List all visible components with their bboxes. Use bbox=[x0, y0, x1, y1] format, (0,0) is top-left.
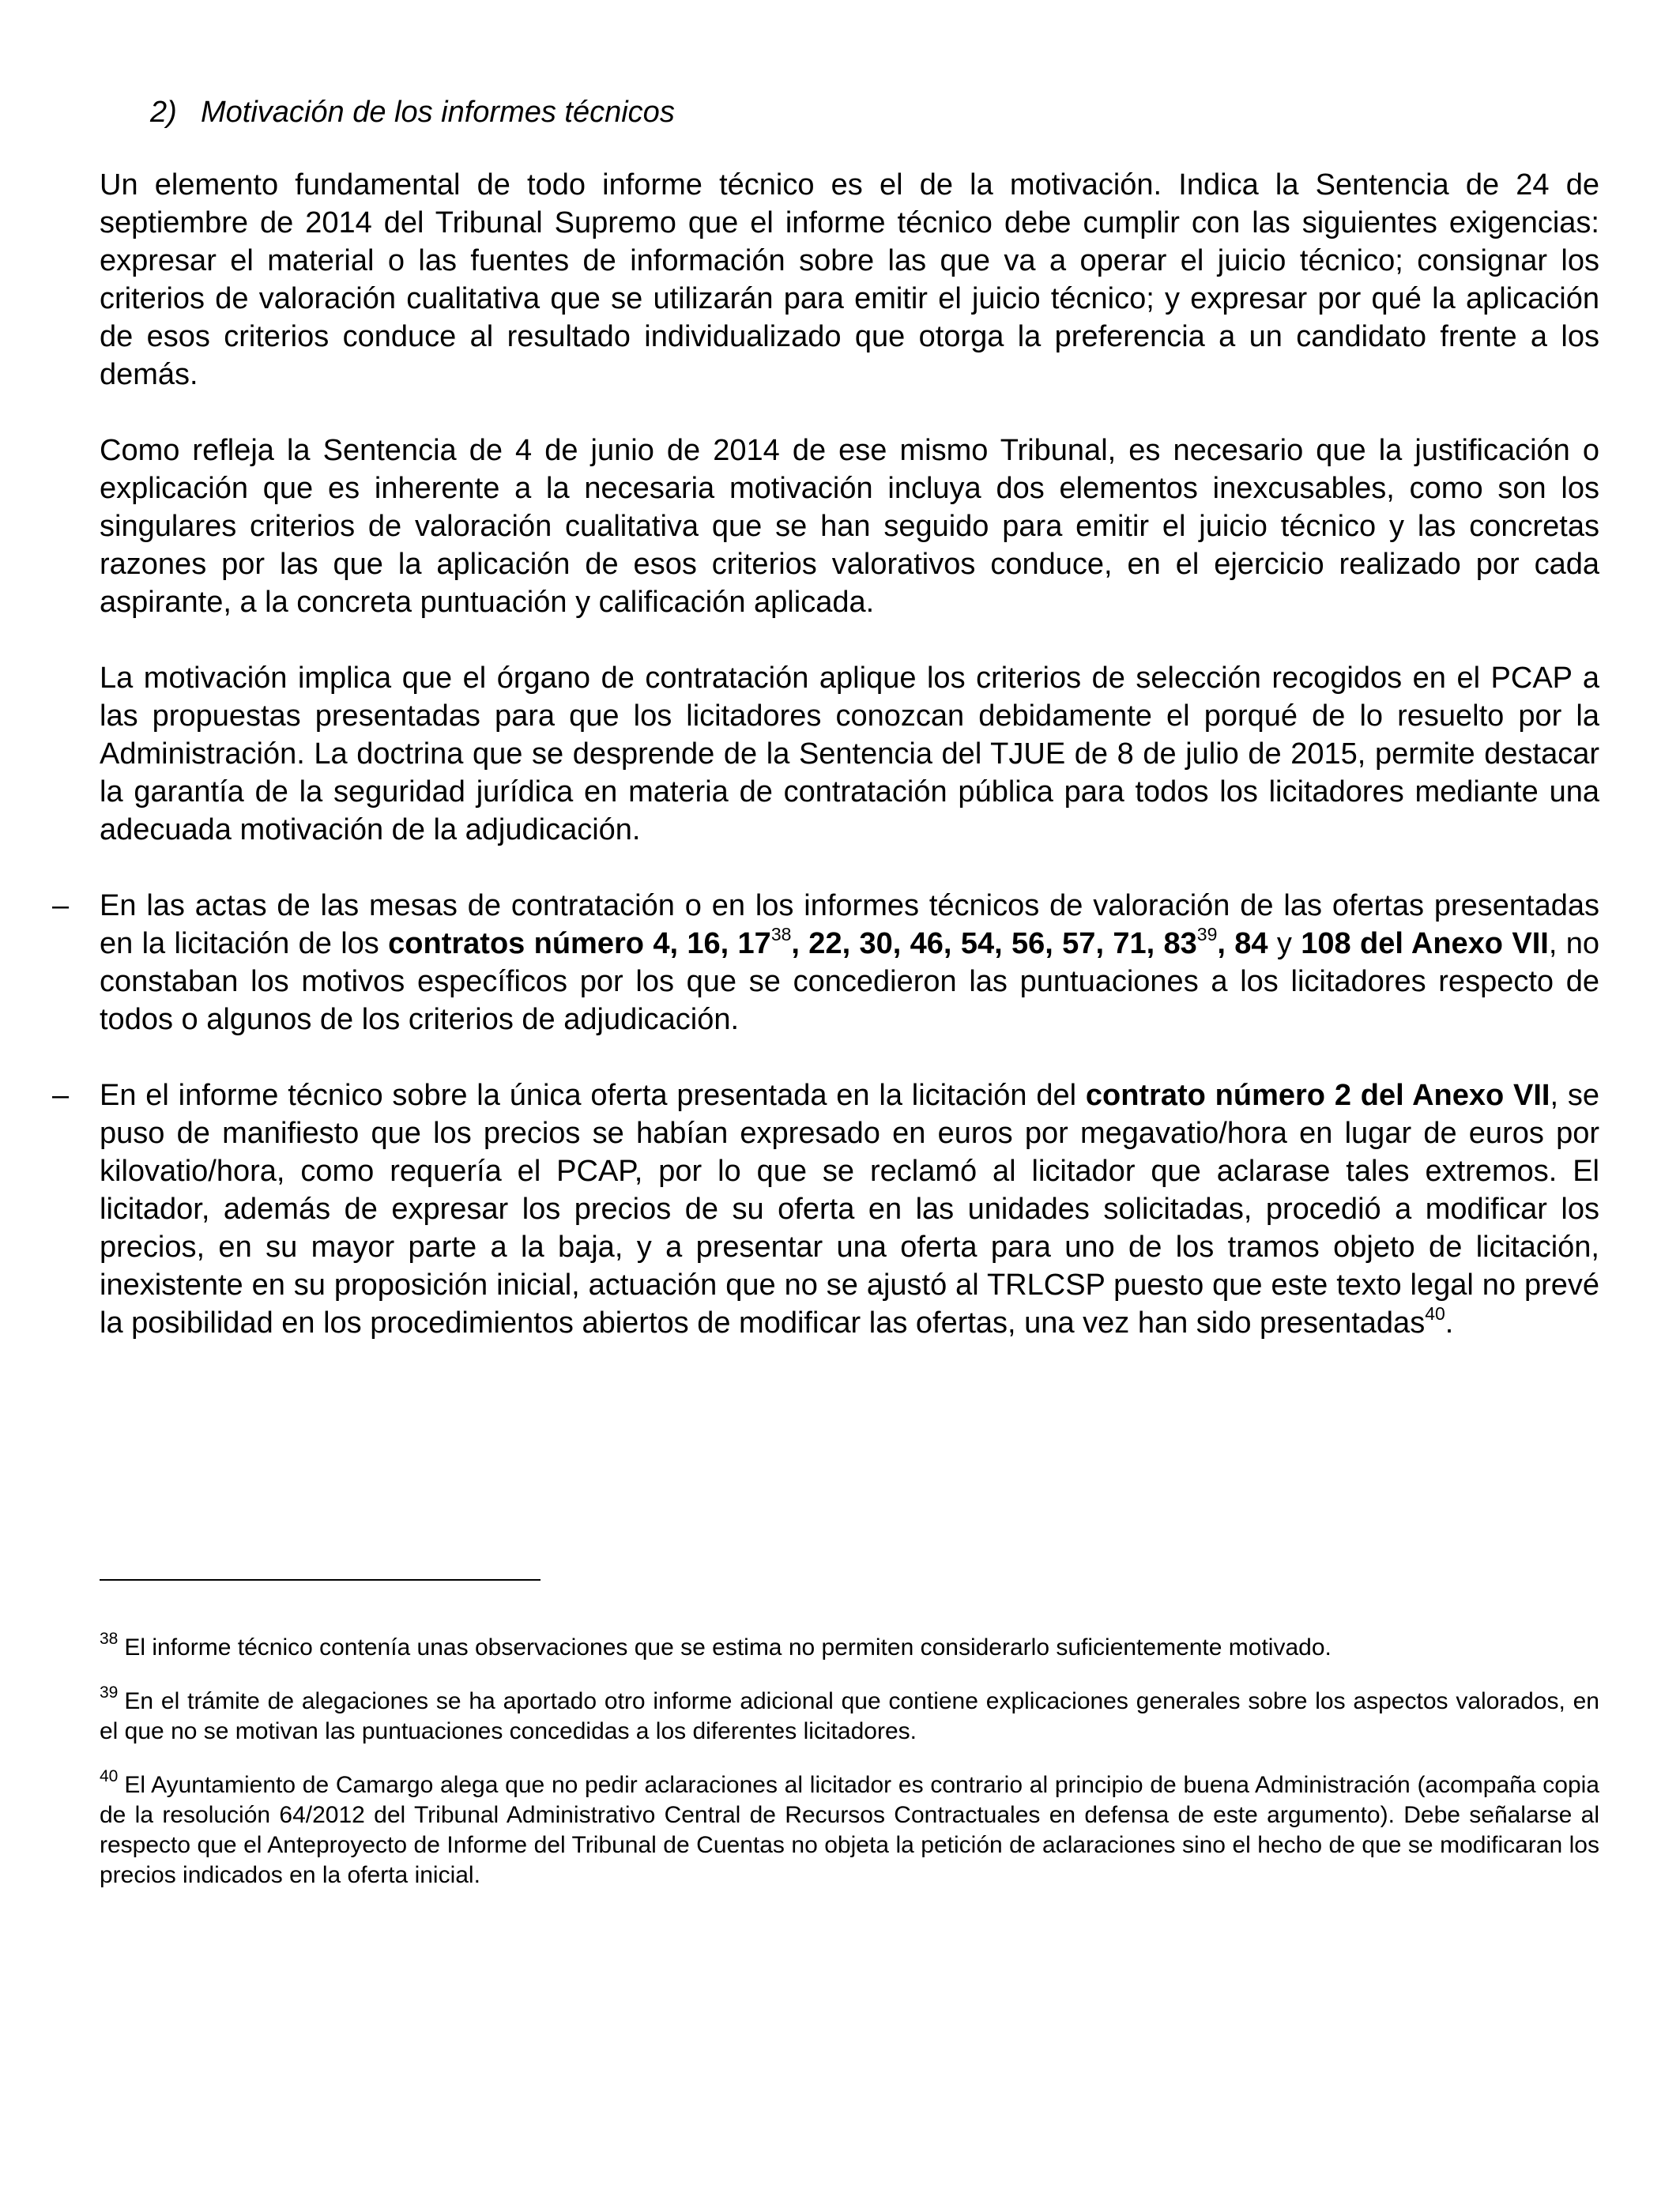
bullet-2-text-c: . bbox=[1445, 1306, 1454, 1340]
bullet-item-1 bbox=[52, 887, 1599, 1039]
footnote-number: 39 bbox=[100, 1683, 119, 1702]
section-title: Motivación de los informes técnicos bbox=[201, 96, 675, 129]
footnote-ref-40[interactable]: 40 bbox=[1425, 1303, 1445, 1325]
bullet-1-text-b: y bbox=[1268, 927, 1301, 960]
footnote-separator bbox=[100, 1579, 541, 1581]
bullet-1-bold-b: , 22, 30, 46, 54, 56, 57, 71, 83 bbox=[791, 927, 1197, 960]
paragraph-1: Un elemento fundamental de todo informe técnico es el de la motivación. Indica la Sentencia de 24 de septiembre de 2014 del Tribunal Supremo que el informe técnico debe cumplir con las siguientes exigencias: expresar el material o las fuentes de información sobre las que va a operar el juicio técnico; consignar los criterios de valoración cualitativa que se utilizarán para emitir el juicio técnico; y expresar por qué la aplicación de esos criterios conduce al resultado individualizado que otorga la preferencia a un candidato frente a los demás. bbox=[100, 168, 1599, 391]
footnote-38 bbox=[100, 1630, 1599, 1663]
footnote-39 bbox=[100, 1683, 1599, 1747]
bullet-1-bold-a: contratos número 4, 16, 17 bbox=[388, 927, 771, 960]
document-body bbox=[52, 93, 1600, 1380]
section-heading bbox=[150, 93, 1599, 131]
bullet-item-2 bbox=[52, 1076, 1600, 1342]
dash-bullet-icon: – bbox=[52, 889, 70, 922]
footnote-text: En el trámite de alegaciones se ha aportado otro informe adicional que contiene explicaciones generales sobre los aspectos valorados, en el que no se motivan las puntuaciones concedidas a los diferentes licitadores. bbox=[100, 1688, 1599, 1744]
footnote-40 bbox=[100, 1767, 1599, 1891]
footnote-number: 40 bbox=[100, 1767, 119, 1785]
bullet-1-text-c: , no constaban los motivos específicos por los que se concedieron las puntuaciones a los licitadores respecto de todos o algunos de los criterios de adjudicación. bbox=[100, 927, 1599, 1036]
footnote-text: El Ayuntamiento de Camargo alega que no pedir aclaraciones al licitador es contrario al principio de buena Administración (acompaña copia de la resolución 64/2012 del Tribunal Administrativo Central de Recursos Contractuales en defensa de este argumento). Debe señalarse al respecto que el Anteproyecto de Informe del Tribunal de Cuentas no objeta la petición de aclaraciones sino el hecho de que se modificaran los precios indicados en la oferta inicial. bbox=[100, 1772, 1599, 1888]
paragraph-3: La motivación implica que el órgano de contratación aplique los criterios de selección recogidos en el PCAP a las propuestas presentadas para que los licitadores conozcan debidamente el porqué de lo resuelto por la Administración. La doctrina que se desprende de la Sentencia del TJUE de 8 de julio de 2015, permite destacar la garantía de la seguridad jurídica en materia de contratación pública para todos los licitadores mediante una adecuada motivación de la adjudicación. bbox=[100, 662, 1599, 846]
bullet-2-text-a: En el informe técnico sobre la única oferta presentada en la licitación del bbox=[100, 1079, 1086, 1112]
footnotes bbox=[100, 1630, 1599, 1914]
bullet-2-text-b: , se puso de manifiesto que los precios se habían expresado en euros por megavatio/hora en lugar de euros por kilovatio/hora, como requería el PCAP, por lo que se reclamó al licitador que aclarase tales extremos. El licitador, además de expresar los precios de su oferta en las unidades solicitadas, procedió a modificar los precios, en su mayor parte a la baja, y a presentar una oferta para uno de los tramos objeto de licitación, inexistente en su proposición inicial, actuación que no se ajustó al TRLCSP puesto que este texto legal no prevé la posibilidad en los procedimientos abiertos de modificar las ofertas, una vez han sido presentadas bbox=[100, 1079, 1600, 1340]
footnote-ref-38[interactable]: 38 bbox=[770, 924, 792, 945]
footnote-number: 38 bbox=[100, 1630, 119, 1648]
dash-bullet-icon: – bbox=[52, 1079, 70, 1112]
bullet-1-text-a: En las actas de las mesas de contratación o en los informes técnicos de valoración de las ofertas presentadas en la licitación de los bbox=[100, 889, 1599, 960]
paragraph-2: Como refleja la Sentencia de 4 de junio de 2014 de ese mismo Tribunal, es necesario que la justificación o explicación que es inherente a la necesaria motivación incluya dos elementos inexcusables, como son los singulares criterios de valoración cualitativa que se han seguido para emitir el juicio técnico y las concretas razones por las que la aplicación de esos criterios valorativos conduce, en el ejercicio realizado por cada aspirante, a la concreta puntuación y calificación aplicada. bbox=[100, 434, 1599, 619]
bullet-2-bold-a: contrato número 2 del Anexo VII bbox=[1085, 1079, 1550, 1112]
bullet-1-bold-d: 108 del Anexo VII bbox=[1301, 927, 1549, 960]
bullet-1-bold-c: , 84 bbox=[1217, 927, 1268, 960]
section-number: 2) bbox=[150, 96, 177, 129]
footnote-text: El informe técnico contenía unas observaciones que se estima no permiten considerarlo suficientemente motivado. bbox=[124, 1634, 1332, 1661]
footnote-ref-39[interactable]: 39 bbox=[1196, 924, 1218, 945]
